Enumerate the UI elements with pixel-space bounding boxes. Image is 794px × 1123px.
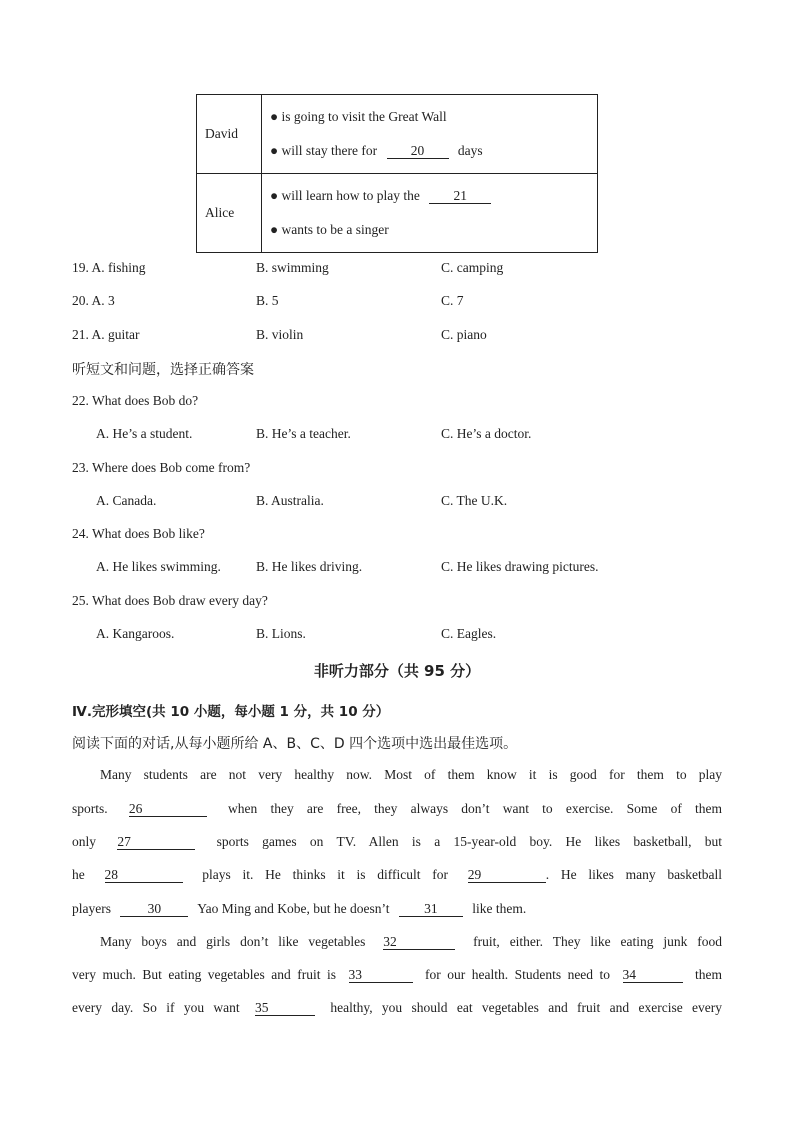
option-b[interactable]: B. swimming bbox=[256, 260, 329, 275]
option-c[interactable]: C. 7 bbox=[441, 293, 464, 308]
passage-line: Many boys and girls don’t like vegetables 32 fruit, either. They like eating junk food bbox=[100, 934, 723, 949]
question-text: 23. Where does Bob come from? bbox=[72, 460, 251, 475]
listening-instruction: 听短文和问题，选择正确答案 bbox=[72, 362, 254, 378]
section-heading: Ⅳ.完形填空(共 10 小题，每小题 1 分，共 10 分） bbox=[72, 704, 390, 720]
option-b[interactable]: B. violin bbox=[256, 327, 304, 342]
passage-line: he 28 plays it. He thinks it is difficult for 29 . He likes many basketball bbox=[72, 867, 723, 882]
passage-line: only 27 sports games on TV. Allen is a 15-year-old boy. He likes basketball, but bbox=[72, 834, 723, 849]
table-line: ● wants to be a singer bbox=[270, 222, 389, 237]
option-a[interactable]: 20. A. 3 bbox=[72, 293, 115, 308]
option-c[interactable]: C. The U.K. bbox=[441, 493, 508, 508]
table-row bbox=[197, 95, 598, 174]
question-text: 22. What does Bob do? bbox=[72, 393, 199, 408]
table-name-cell: David bbox=[197, 95, 262, 174]
option-c[interactable]: C. camping bbox=[441, 260, 504, 275]
option-a[interactable]: A. He likes swimming. bbox=[96, 559, 221, 574]
table-line: ● will learn how to play the 21 bbox=[270, 179, 596, 213]
answer-blank-33[interactable]: 33 bbox=[349, 967, 413, 983]
answer-blank-32[interactable]: 32 bbox=[383, 934, 455, 950]
answer-blank-27[interactable]: 27 bbox=[117, 834, 195, 850]
answer-blank-29[interactable]: 29 bbox=[468, 867, 546, 883]
option-c[interactable]: C. He’s a doctor. bbox=[441, 426, 532, 441]
option-c[interactable]: C. piano bbox=[441, 327, 487, 342]
option-b[interactable]: B. He likes driving. bbox=[256, 559, 363, 574]
answer-blank-20[interactable]: 20 bbox=[387, 143, 449, 159]
passage-line: every day. So if you want 35 healthy, you should eat vegetables and fruit and exercise every bbox=[72, 1000, 723, 1015]
table-row bbox=[197, 174, 598, 253]
info-table bbox=[196, 94, 598, 253]
table-name-cell: Alice bbox=[197, 174, 262, 253]
answer-blank-21[interactable]: 21 bbox=[429, 188, 491, 204]
passage-line: sports. 26 when they are free, they always don’t want to exercise. Some of them bbox=[72, 801, 723, 816]
option-a[interactable]: 19. A. fishing bbox=[72, 260, 146, 275]
option-b[interactable]: B. Lions. bbox=[256, 626, 306, 641]
answer-blank-31[interactable]: 31 bbox=[399, 901, 463, 917]
option-c[interactable]: C. Eagles. bbox=[441, 626, 497, 641]
answer-blank-26[interactable]: 26 bbox=[129, 801, 207, 817]
option-b[interactable]: B. He’s a teacher. bbox=[256, 426, 351, 441]
question-text: 25. What does Bob draw every day? bbox=[72, 593, 268, 608]
option-b[interactable]: B. 5 bbox=[256, 293, 279, 308]
answer-blank-35[interactable]: 35 bbox=[255, 1000, 315, 1016]
passage-line: Many students are not very healthy now. Most of them know it is good for them to play bbox=[100, 767, 722, 782]
option-a[interactable]: A. Kangaroos. bbox=[96, 626, 175, 641]
option-a[interactable]: 21. A. guitar bbox=[72, 327, 140, 342]
option-c[interactable]: C. He likes drawing pictures. bbox=[441, 559, 599, 574]
section-title: 非听力部分（共 95 分） bbox=[313, 662, 481, 680]
option-a[interactable]: A. He’s a student. bbox=[96, 426, 193, 441]
passage-line: very much. But eating vegetables and fruit is 33 for our health. Students need to 34 them bbox=[72, 967, 723, 982]
answer-blank-34[interactable]: 34 bbox=[623, 967, 683, 983]
option-b[interactable]: B. Australia. bbox=[256, 493, 324, 508]
cloze-instruction: 阅读下面的对话,从每小题所给 A、B、C、D 四个选项中选出最佳选项。 bbox=[72, 736, 518, 752]
table-line: ● will stay there for 20 days bbox=[270, 143, 483, 158]
answer-blank-28[interactable]: 28 bbox=[105, 867, 183, 883]
answer-blank-30[interactable]: 30 bbox=[120, 901, 188, 917]
option-a[interactable]: A. Canada. bbox=[96, 493, 157, 508]
table-line: ● is going to visit the Great Wall bbox=[270, 109, 447, 124]
question-text: 24. What does Bob like? bbox=[72, 526, 205, 541]
passage-line: players 30 Yao Ming and Kobe, but he doesn’t 31 like them. bbox=[72, 901, 527, 916]
